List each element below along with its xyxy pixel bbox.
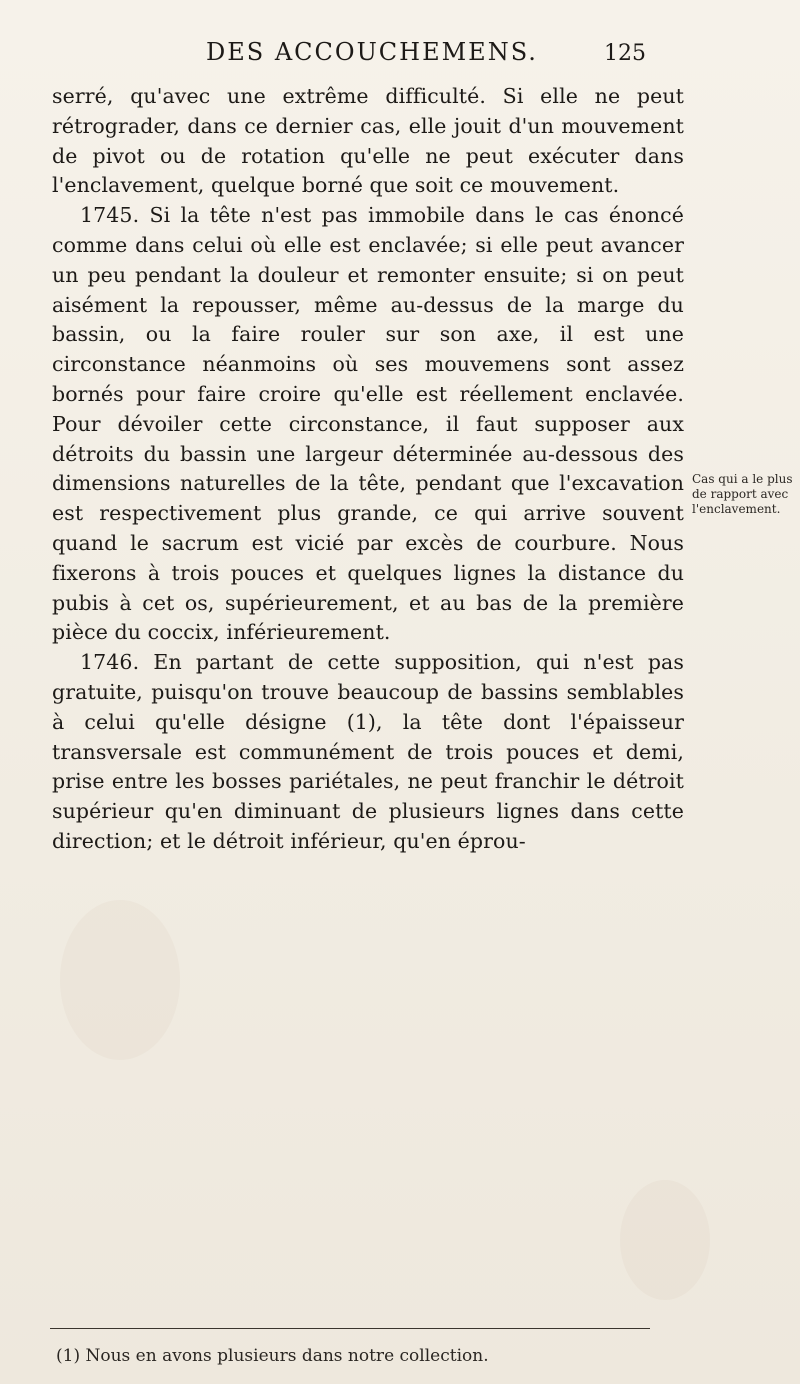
running-head — [206, 38, 646, 66]
paragraph-1745: 1745. Si la tête n'est pas immobile dans le cas énoncé comme dans celui où elle est enclavée; si elle peut avancer un peu pendant la douleur et remonter ensuite; si on peut aisément la repousser, même au-dessus de la marge du bassin, ou la faire rouler sur son axe, il est une circonstance néanmoins où ses mouvemens sont assez bornés pour faire croire qu'elle est réellement enclavée. Pour dévoiler cette circonstance, il faut supposer aux détroits du bassin une largeur déterminée au-dessous des dimensions naturelles de la tête, pendant que l'excavation est respectivement plus grande, ce qui arrive souvent quand le sacrum est vicié par excès de courbure. Nous fixerons à trois pouces et quelques lignes la distance du pubis à cet os, supérieurement, et au bas de la première pièce du coccix, inférieurement. — [52, 203, 684, 645]
running-title: DES ACCOUCHEMENS. — [206, 38, 538, 66]
paragraph-1746: 1746. En partant de cette supposition, qui n'est pas gratuite, puisqu'on trouve beaucoup de bassins semblables à celui qu'elle désigne (1), la tête dont l'épaisseur transversale est communément de trois pouces et demi, prise entre les bosses pariétales, ne peut franchir le détroit supérieur qu'en diminuant de plusieurs lignes dans cette direction; et le détroit inférieur, qu'en éprou- — [52, 650, 684, 853]
footnote-rule — [50, 1328, 650, 1329]
margin-note: Cas qui a le plus de rapport avec l'enclavement. — [692, 472, 793, 516]
paragraph-continued: serré, qu'avec une extrême difficulté. Si elle ne peut rétrograder, dans ce dernier cas, elle jouit d'un mouvement de pivot ou de rotation qu'elle ne peut exécuter dans l'enclavement, quelque borné que soit ce mouvement. — [52, 84, 684, 198]
paper-stain — [620, 1180, 710, 1300]
paper-stain — [60, 900, 180, 1060]
body-text — [52, 82, 684, 857]
page-number: 125 — [604, 41, 646, 66]
footnote: (1) Nous en avons plusieurs dans notre collection. — [56, 1346, 489, 1366]
